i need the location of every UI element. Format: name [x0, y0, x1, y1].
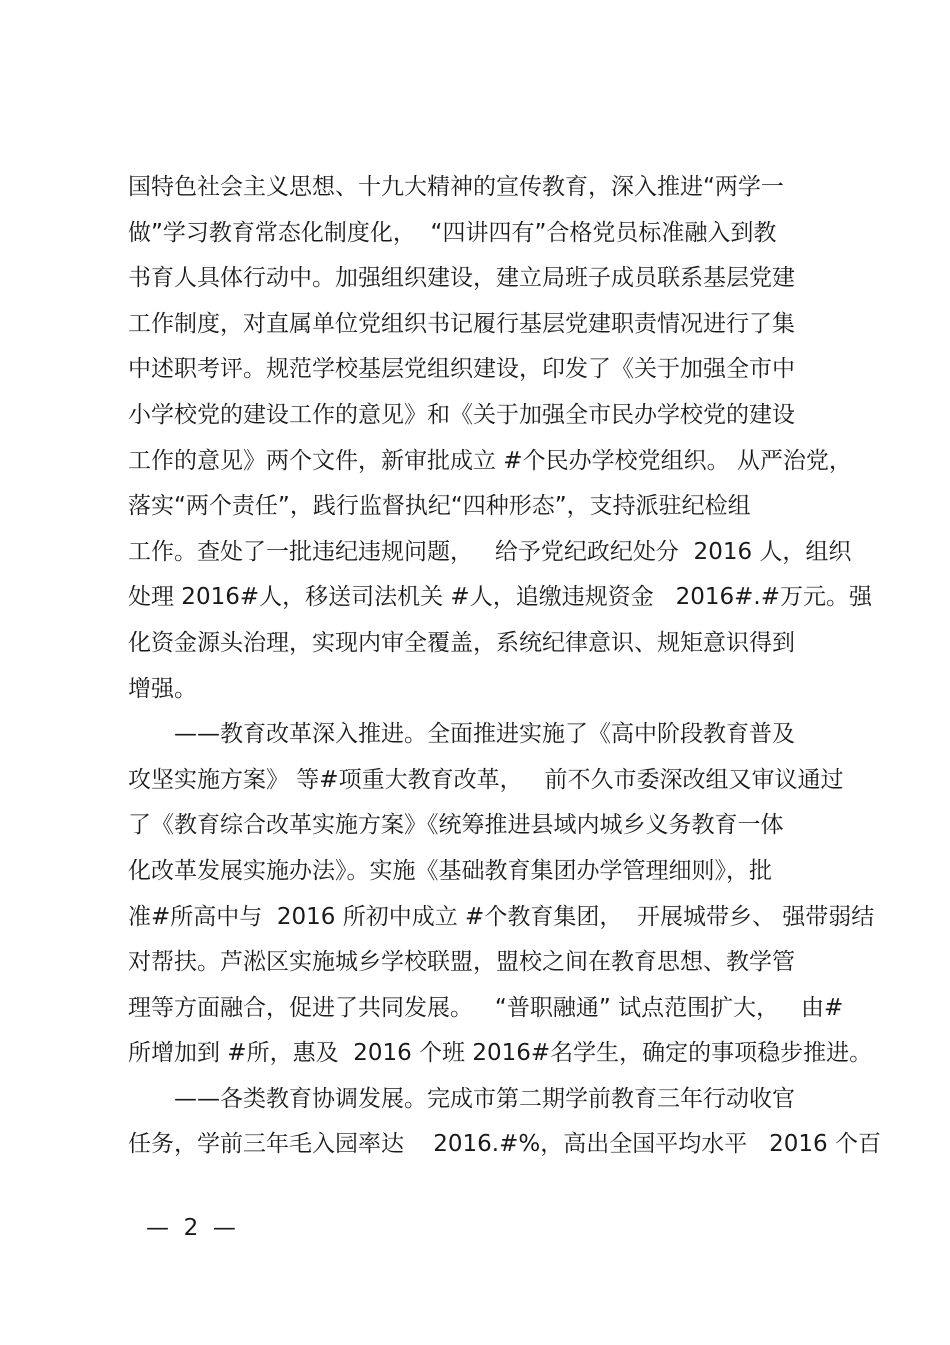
- text-line: 准#所高中与 2016 所初中成立 #个教育集团， 开展城带乡、 强带弱结: [128, 903, 875, 930]
- text-line: ——教育改革深入推进。全面推进实施了《高中阶段教育普及: [174, 721, 795, 748]
- text-line: 工作。查处了一批违纪违规问题， 给予党纪政纪处分 2016 人，组织: [128, 538, 852, 565]
- text-line: 理等方面融合，促进了共同发展。 “普职融通” 试点范围扩大， 由#: [128, 994, 844, 1021]
- text-line: 了《教育综合改革实施方案》《统筹推进县域内城乡义务教育一体: [128, 812, 784, 839]
- text-line: 化改革发展实施办法》。实施《基础教育集团办学管理细则》，批: [128, 857, 772, 884]
- text-line: 小学校党的建设工作的意见》和《关于加强全市民办学校党的建设: [128, 401, 795, 428]
- text-line: 中述职考评。规范学校基层党组织建设，印发了《关于加强全市中: [128, 356, 795, 383]
- text-line: 所增加到 #所，惠及 2016 个班 2016#名学生，确定的事项稳步推进。: [128, 1040, 873, 1067]
- text-line: ——各类教育协调发展。完成市第二期学前教育三年行动收官: [174, 1085, 795, 1112]
- text-line: 工作制度，对直属单位党组织书记履行基层党建职责情况进行了集: [128, 310, 795, 337]
- text-line: 处理 2016#人，移送司法机关 #人，追缴违规资金 2016#.#万元。强: [128, 584, 873, 611]
- page-number: — 2 —: [146, 1215, 236, 1241]
- text-line: 书育人具体行动中。加强组织建设，建立局班子成员联系基层党建: [128, 265, 795, 292]
- text-line: 工作的意见》两个文件，新审批成立 #个民办学校党组织。 从严治党，: [128, 447, 852, 474]
- text-line: 增强。: [128, 675, 197, 702]
- text-line: 国特色社会主义思想、十九大精神的宣传教育，深入推进“两学一: [128, 174, 784, 200]
- text-line: 任务，学前三年毛入园率达 2016.#%，高出全国平均水平 2016 个百: [128, 1131, 881, 1158]
- body-text: [128, 171, 881, 1174]
- text-line: 做”学习教育常态化制度化， “四讲四有”合格党员标准融入到教: [128, 219, 777, 246]
- text-line: 化资金源头治理，实现内审全覆盖，系统纪律意识、规矩意识得到: [128, 629, 795, 656]
- text-line: 攻坚实施方案》 等#项重大教育改革， 前不久市委深改组又审议通过: [128, 766, 844, 793]
- text-line: 对帮扶。芦淞区实施城乡学校联盟，盟校之间在教育思想、教学管: [128, 949, 795, 976]
- text-line: 落实“两个责任”，践行监督执纪“四种形态”，支持派驻纪检组: [128, 493, 751, 520]
